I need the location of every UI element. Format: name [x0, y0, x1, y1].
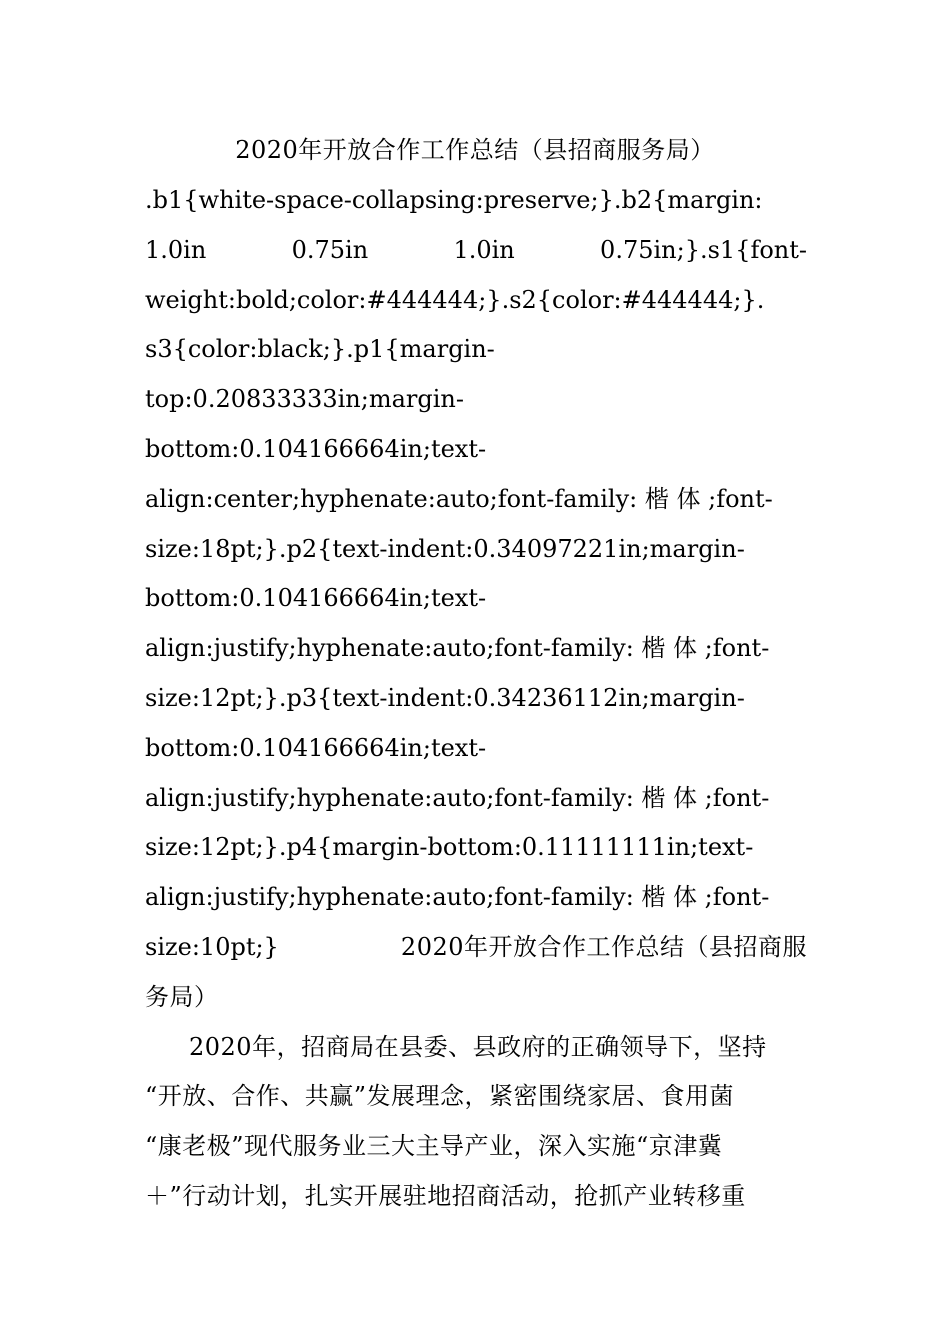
css-text-line-margins [145, 228, 807, 278]
inline-heading: 2020年开放合作工作总结（县招商服 [400, 932, 807, 961]
css-text-line: s3{color:black;}.p1{margin- [145, 335, 495, 364]
css-text-line: align:justify;hyphenate:auto;font-family: 楷 体 ;font- [145, 634, 770, 663]
paragraph-line: “开放、合作、共赢”发展理念，紧密围绕家居、食用菌 [145, 1082, 735, 1111]
css-text-line: bottom:0.104166664in;text- [145, 733, 487, 762]
paragraph-line: ＋”行动计划，扎实开展驻地招商活动，抢抓产业转移重 [145, 1181, 746, 1210]
css-token: 1.0in [145, 235, 207, 264]
css-text-line: align:justify;hyphenate:auto;font-family: 楷 体 ;font- [145, 883, 770, 912]
css-text-line: bottom:0.104166664in;text- [145, 584, 487, 613]
paragraph-line: “康老极”现代服务业三大主导产业，深入实施“京津冀 [145, 1132, 723, 1161]
css-last-line [145, 925, 807, 975]
css-text-line: size:18pt;}.p2{text-indent:0.34097221in;margin- [145, 534, 745, 563]
css-token: 0.75in [291, 235, 369, 264]
css-text-line: align:center;hyphenate:auto;font-family: 楷 体 ;font- [145, 484, 773, 513]
document-body [145, 178, 807, 1224]
css-token: 1.0in [453, 235, 515, 264]
css-text-line: weight:bold;color:#444444;}.s2{color:#444444;}. [145, 285, 765, 314]
document-title: 2020年开放合作工作总结（县招商服务局） [235, 136, 715, 164]
paragraph-line: 2020年，招商局在县委、县政府的正确领导下，坚持 [189, 1032, 767, 1061]
css-text-line: bottom:0.104166664in;text- [145, 434, 487, 463]
css-text-line: top:0.20833333in;margin- [145, 385, 464, 414]
css-text-line: size:12pt;}.p4{margin-bottom:0.11111111in;text- [145, 833, 754, 862]
css-text-line: size:12pt;}.p3{text-indent:0.34236112in;margin- [145, 683, 745, 712]
css-text-line: align:justify;hyphenate:auto;font-family: 楷 体 ;font- [145, 783, 770, 812]
css-token: size:10pt;} [145, 932, 279, 961]
inline-heading-tail: 务局） [145, 982, 219, 1011]
css-text-line: .b1{white-space-collapsing:preserve;}.b2{margin: [145, 186, 763, 214]
css-token: 0.75in;}.s1{font- [600, 235, 807, 264]
